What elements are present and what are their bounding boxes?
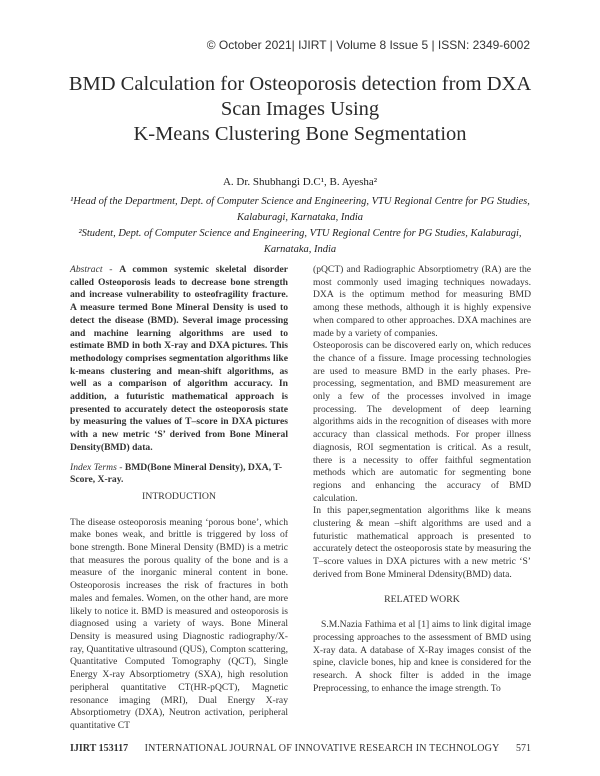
journal-header: © October 2021| IJIRT | Volume 8 Issue 5 | ISSN: 2349-6002 (206, 38, 530, 52)
title-line-1: BMD Calculation for Osteoporosis detection from DXA (68, 73, 532, 95)
left-column (70, 264, 288, 733)
related-work-heading: RELATED WORK (384, 593, 460, 605)
intro-paragraph-3: In this paper,segmentation algorithms like k means clustering & mean –shift algorithms are used and a futuristic mathematical approach is presented to accurately detect the osteoporosis state by measuring the T–score values in DXA pictures with a new metric ‘S’ derived from Bone Mmineral Ddensity(BMD) data. (313, 505, 531, 580)
right-column (313, 264, 531, 696)
affiliation-2: ²Student, Dept. of Computer Science and Engineering, VTU Regional Centre for PG Studies, Kalaburagi, Karnataka, India (78, 228, 522, 255)
index-terms-label: Index Terms - (70, 461, 125, 473)
introduction-heading: INTRODUCTION (141, 490, 216, 502)
footer-journal-name: INTERNATIONAL JOURNAL OF INNOVATIVE RESEARCH IN TECHNOLOGY (144, 743, 500, 754)
intro-paragraph-1-continued: (pQCT) and Radiographic Absorptiometry (RA) are the most commonly used imaging techniques nowadays. DXA is the optimum method for measuring BMD among these methods, although it is highly expensive when compared to other approaches. DXA machines are made by a variety of companies. (313, 264, 531, 339)
index-terms-text: BMD(Bone Mineral Density), DXA, T-Score, X-ray. (70, 461, 283, 486)
abstract-text: A common systemic skeletal disorder called Osteoporosis leads to decrease bone strength and increase vulnerability to osteofragility fracture. A measure termed Bone Mineral Density is used to detect the disease (BMD). Several image processing and machine learning algorithms are used to estimate BMD in both X-ray and DXA pictures. This methodology comprises segmentation algorithms like k-means clustering and mean-shift algorithms, as well as a comparison of algorithm accuracy. In addition, a futuristic mathematical approach is presented to accurately detect the osteoporosis state by measuring the values of T–score in DXA pictures with a new metric ‘S’ derived from Bone Mineral Density(BMD) data. (70, 264, 288, 453)
author-names: A. Dr. Shubhangi D.C¹, B. Ayesha² (222, 176, 378, 188)
intro-paragraph-2: Osteoporosis can be discovered early on, which reduces the chance of a fissure. Image processing technologies are used to measure BMD in the early phases. Pre-processing, segmentation, and BMD measurement are only a few of the processes involved in image processing. The development of deep learning algorithms aids in the recognition of diseases with more accuracy than classical methods. For proper illness diagnosis, ROI segmentation is critical. As a result, there is a necessity to offer faithful segmentation methods which are automatic for segmenting bone regions and enhancing the accuracy of BMD calculation. (313, 340, 531, 504)
paper-title (40, 72, 560, 147)
abstract (70, 264, 288, 455)
affiliation-1: ¹Head of the Department, Dept. of Computer Science and Engineering, VTU Regional Centre for PG Studies, Kalaburagi, Karnataka, India (70, 196, 530, 223)
abstract-label: Abstract - (70, 264, 120, 275)
index-terms (70, 462, 288, 487)
title-line-2: Scan Images Using (220, 98, 380, 120)
title-line-3: K-Means Clustering Bone Segmentation (133, 123, 467, 145)
intro-paragraph-1: The disease osteoporosis meaning ‘porous bone’, which make bones weak, and brittle is triggered by loss of bone strength. Bone Mineral Density (BMD) is a metric that measures the porous quality of the bone and is a measure of the inorganic mineral content in bone. Osteoporosis increases the risk of fractures in both males and females. Women, on the other hand, are more likely to notice it. BMD is measured and osteoporosis is diagnosed using a variety of ways. Bone Mineral Density is measured using Diagnostic radiography/X-ray, Quantitative ultrasound (QUS), Compton scattering, Quantitative Computed Tomography (QCT), Single Energy X-ray Absorptiometry (SXA), high resolution peripheral quantitative CT(HR-pQCT), Magnetic resonance imaging (MRI), Dual Energy X-ray Absorptiometry (DXA), Neutron activation, peripheral quantitative CT (70, 516, 288, 731)
footer-paper-id: IJIRT 153117 (70, 743, 129, 754)
related-work-paragraph-1: S.M.Nazia Fathima et al [1] aims to link digital image processing approaches to the assessment of BMD using X-ray data. A database of X-Ray images consist of the spine, clavicle bones, hip and knee is considered for the research. A shock filter is added in the image Preprocessing, to enhance the image strength. To (313, 619, 531, 694)
footer-page-number: 571 (515, 743, 531, 754)
page-footer (70, 743, 531, 754)
